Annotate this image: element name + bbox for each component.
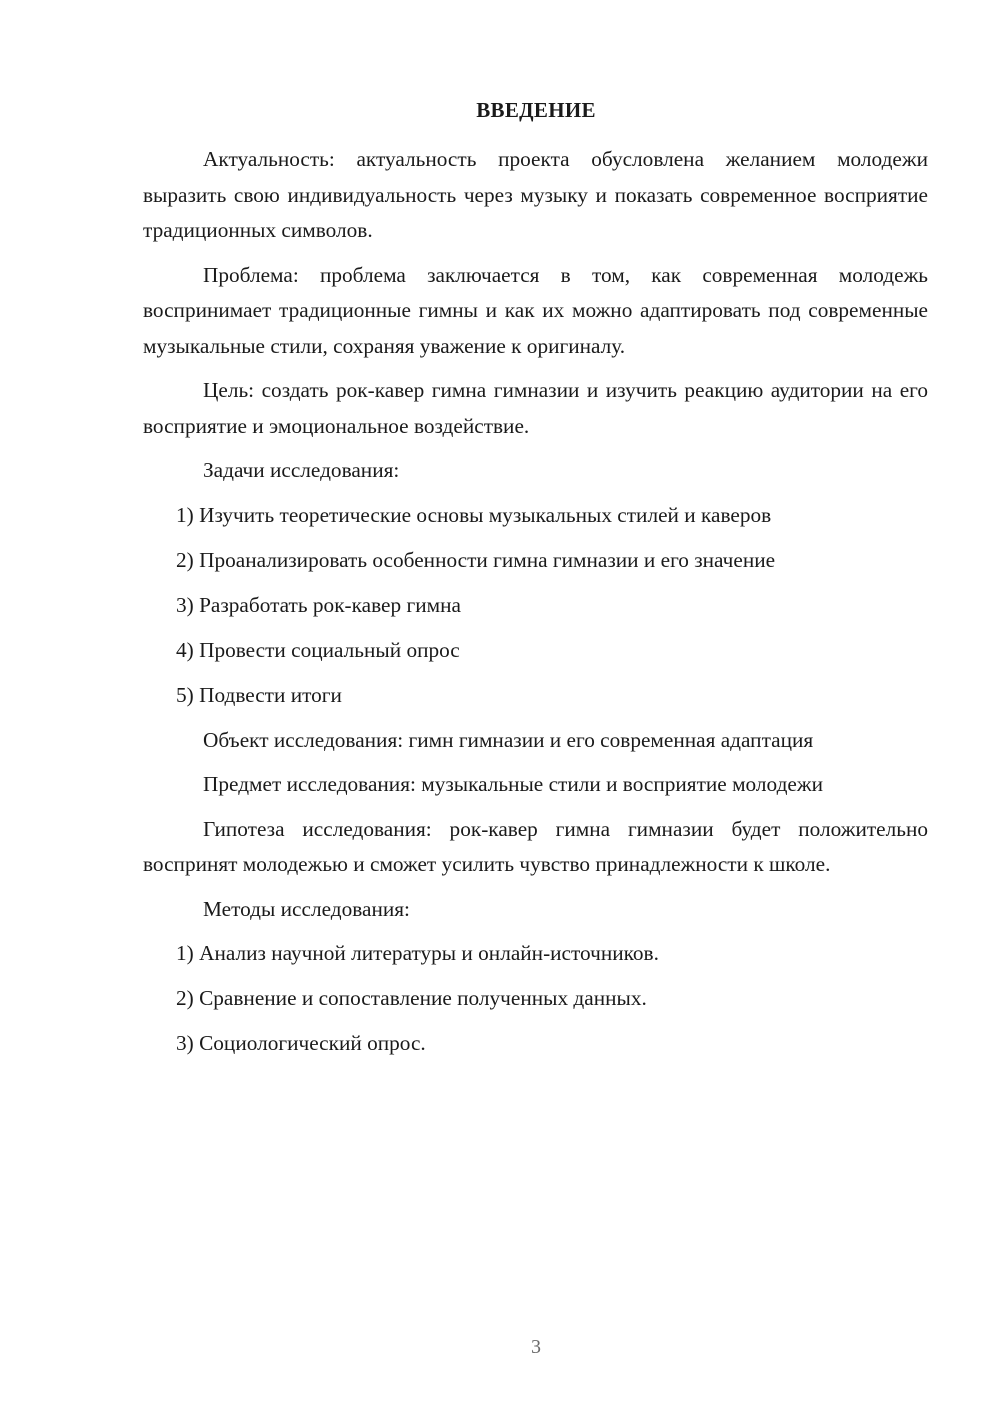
list-item: 4) Провести социальный опрос <box>176 637 460 662</box>
list-item: 2) Сравнение и сопоставление полученных данных. <box>176 986 647 1010</box>
list-item: 1) Изучить теоретические основы музыкальных стилей и каверов <box>176 502 772 527</box>
goal-paragraph: Цель: создать рок-кавер гимна гимназии и изучить реакцию аудитории на его восприятие и эмоциональное воздействие. <box>143 378 928 438</box>
page-title: ВВЕДЕНИЕ <box>476 98 596 122</box>
list-item: 3) Разработать рок-кавер гимна <box>176 592 461 617</box>
subject-paragraph: Предмет исследования: музыкальные стили и восприятие молодежи <box>203 772 823 796</box>
tasks-list <box>143 498 928 714</box>
page-number: 3 <box>531 1336 541 1358</box>
list-item: 3) Социологический опрос. <box>176 1031 426 1055</box>
methods-heading: Методы исследования: <box>203 896 410 921</box>
list-item: 5) Подвести итоги <box>176 682 342 707</box>
list-item: 1) Анализ научной литературы и онлайн-источников. <box>176 941 659 965</box>
methods-list <box>143 936 928 1062</box>
hypothesis-paragraph: Гипотеза исследования: рок-кавер гимна гимназии будет положительно воспринят молодежью и сможет усилить чувство принадлежности к школе. <box>143 816 928 876</box>
list-item: 2) Проанализировать особенности гимна гимназии и его значение <box>176 547 776 572</box>
relevance-paragraph: Актуальность: актуальность проекта обусловлена желанием молодежи выразить свою индивидуальность через музыку и показать современное восприятие традиционных символов. <box>143 147 928 242</box>
object-paragraph: Объект исследования: гимн гимназии и его современная адаптация <box>203 727 814 752</box>
problem-paragraph: Проблема: проблема заключается в том, как современная молодежь воспринимает традиционные гимны и как их можно адаптировать под современные музыкальные стили, сохраняя уважение к оригиналу. <box>143 262 928 358</box>
tasks-heading: Задачи исследования: <box>203 458 400 482</box>
document-body <box>143 142 928 1071</box>
